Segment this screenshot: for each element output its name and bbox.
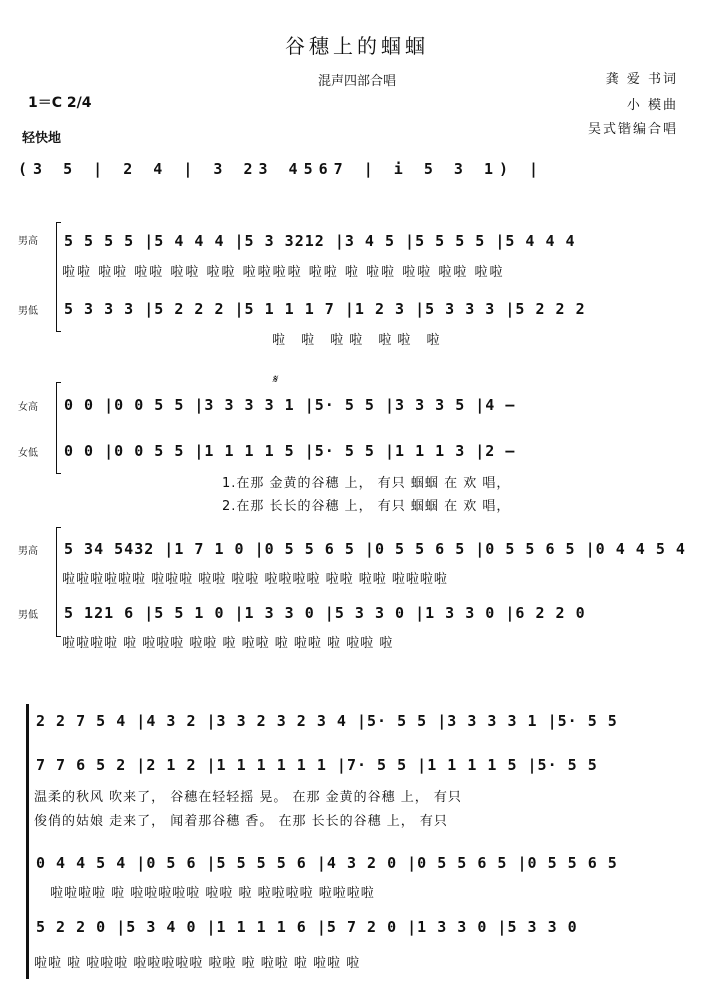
system2-tenor-lyrics: 啦啦啦啦啦啦 啦啦啦 啦啦 啦啦 啦啦啦啦 啦啦 啦啦 啦啦啦啦 bbox=[62, 572, 448, 587]
system2-tenor-notes: 5 34 5432 |1 7 1 0 |0 5 5 6 5 |0 5 5 6 5 |0 5 5 6 5 |0 4 4 5 4 bbox=[64, 540, 686, 558]
credit-composer: 小 模曲 bbox=[626, 98, 678, 113]
system3-tenor-notes: 0 4 4 5 4 |0 5 6 |5 5 5 5 6 |4 3 2 0 |0 5 5 6 5 |0 5 5 6 5 bbox=[36, 854, 618, 872]
credit-arranger: 吴式锴编合唱 bbox=[587, 122, 678, 137]
system3-bass-notes: 5 2 2 0 |5 3 4 0 |1 1 1 1 6 |5 7 2 0 |1 3 3 0 |5 3 3 0 bbox=[36, 918, 578, 936]
voice-label-tenor: 男高 bbox=[18, 236, 38, 247]
system2-verse2: 2.在那 长长的谷穗 上， 有只 蝈蝈 在 欢 唱， bbox=[222, 499, 511, 514]
system3-verse1: 温柔的秋风 吹来了， 谷穗在轻轻摇 晃。 在那 金黄的谷穗 上， 有只 bbox=[34, 790, 462, 805]
system3-tenor-lyrics: 啦啦啦啦 啦 啦啦啦啦啦 啦啦 啦 啦啦啦啦 啦啦啦啦 bbox=[50, 886, 375, 901]
voice-label-soprano: 女高 bbox=[18, 402, 38, 413]
system2-verse1: 1.在那 金黄的谷穗 上， 有只 蝈蝈 在 欢 唱， bbox=[222, 476, 511, 491]
system1-brace bbox=[56, 222, 61, 332]
intro-notes: (3 5 | 2 4 | 3 23 4567 | i 5 3 1) | bbox=[18, 160, 545, 178]
system2-bass-lyrics: 啦啦啦啦 啦 啦啦啦 啦啦 啦 啦啦 啦 啦啦 啦 啦啦 啦 bbox=[62, 636, 394, 651]
system3-verse2: 俊俏的姑娘 走来了， 闻着那谷穗 香。 在那 长长的谷穗 上， 有只 bbox=[34, 814, 448, 829]
system2-lower-brace bbox=[56, 527, 61, 637]
system3-start-barline bbox=[26, 704, 29, 979]
tempo-marking: 轻快地 bbox=[22, 131, 62, 146]
system1-bass-lyrics: 啦 啦 啦啦 啦啦 啦 bbox=[272, 333, 446, 348]
key-signature: 1＝C 2/4 bbox=[28, 95, 92, 111]
song-subtitle: 混声四部合唱 bbox=[317, 74, 396, 89]
segno-sign: 𝄋 bbox=[272, 372, 278, 386]
system2-alto-notes: 0 0 |0 0 5 5 |1 1 1 1 5 |5· 5 5 |1 1 1 3 |2 – bbox=[64, 442, 516, 460]
system3-alto-notes: 7 7 6 5 2 |2 1 2 |1 1 1 1 1 1 |7· 5 5 |1 1 1 1 5 |5· 5 5 bbox=[36, 756, 598, 774]
voice-label-bass-2: 男低 bbox=[18, 610, 38, 621]
system1-tenor-lyrics: 啦啦 啦啦 啦啦 啦啦 啦啦 啦啦啦啦 啦啦 啦 啦啦 啦啦 啦啦 啦啦 bbox=[62, 265, 505, 280]
song-title: 谷穗上的蝈蝈 bbox=[285, 34, 429, 58]
system2-soprano-notes: 0 0 |0 0 5 5 |3 3 3 3 1 |5· 5 5 |3 3 3 5 |4 – bbox=[64, 396, 516, 414]
voice-label-alto: 女低 bbox=[18, 448, 38, 459]
system2-upper-brace bbox=[56, 382, 61, 474]
voice-label-tenor-2: 男高 bbox=[18, 546, 38, 557]
system1-bass-notes: 5 3 3 3 |5 2 2 2 |5 1 1 1 7 |1 2 3 |5 3 3 3 |5 2 2 2 bbox=[64, 300, 586, 318]
system3-soprano-notes: 2 2 7 5 4 |4 3 2 |3 3 2 3 2 3 4 |5· 5 5 |3 3 3 3 1 |5· 5 5 bbox=[36, 712, 618, 730]
voice-label-bass: 男低 bbox=[18, 306, 38, 317]
credit-lyricist: 龚 爱 书词 bbox=[605, 72, 678, 87]
system1-tenor-notes: 5 5 5 5 |5 4 4 4 |5 3 3212 |3 4 5 |5 5 5 5 |5 4 4 4 bbox=[64, 232, 576, 250]
system3-bass-lyrics: 啦啦 啦 啦啦啦 啦啦啦啦啦 啦啦 啦 啦啦 啦 啦啦 啦 bbox=[34, 956, 361, 971]
system2-bass-notes: 5 121 6 |5 5 1 0 |1 3 3 0 |5 3 3 0 |1 3 3 0 |6 2 2 0 bbox=[64, 604, 586, 622]
